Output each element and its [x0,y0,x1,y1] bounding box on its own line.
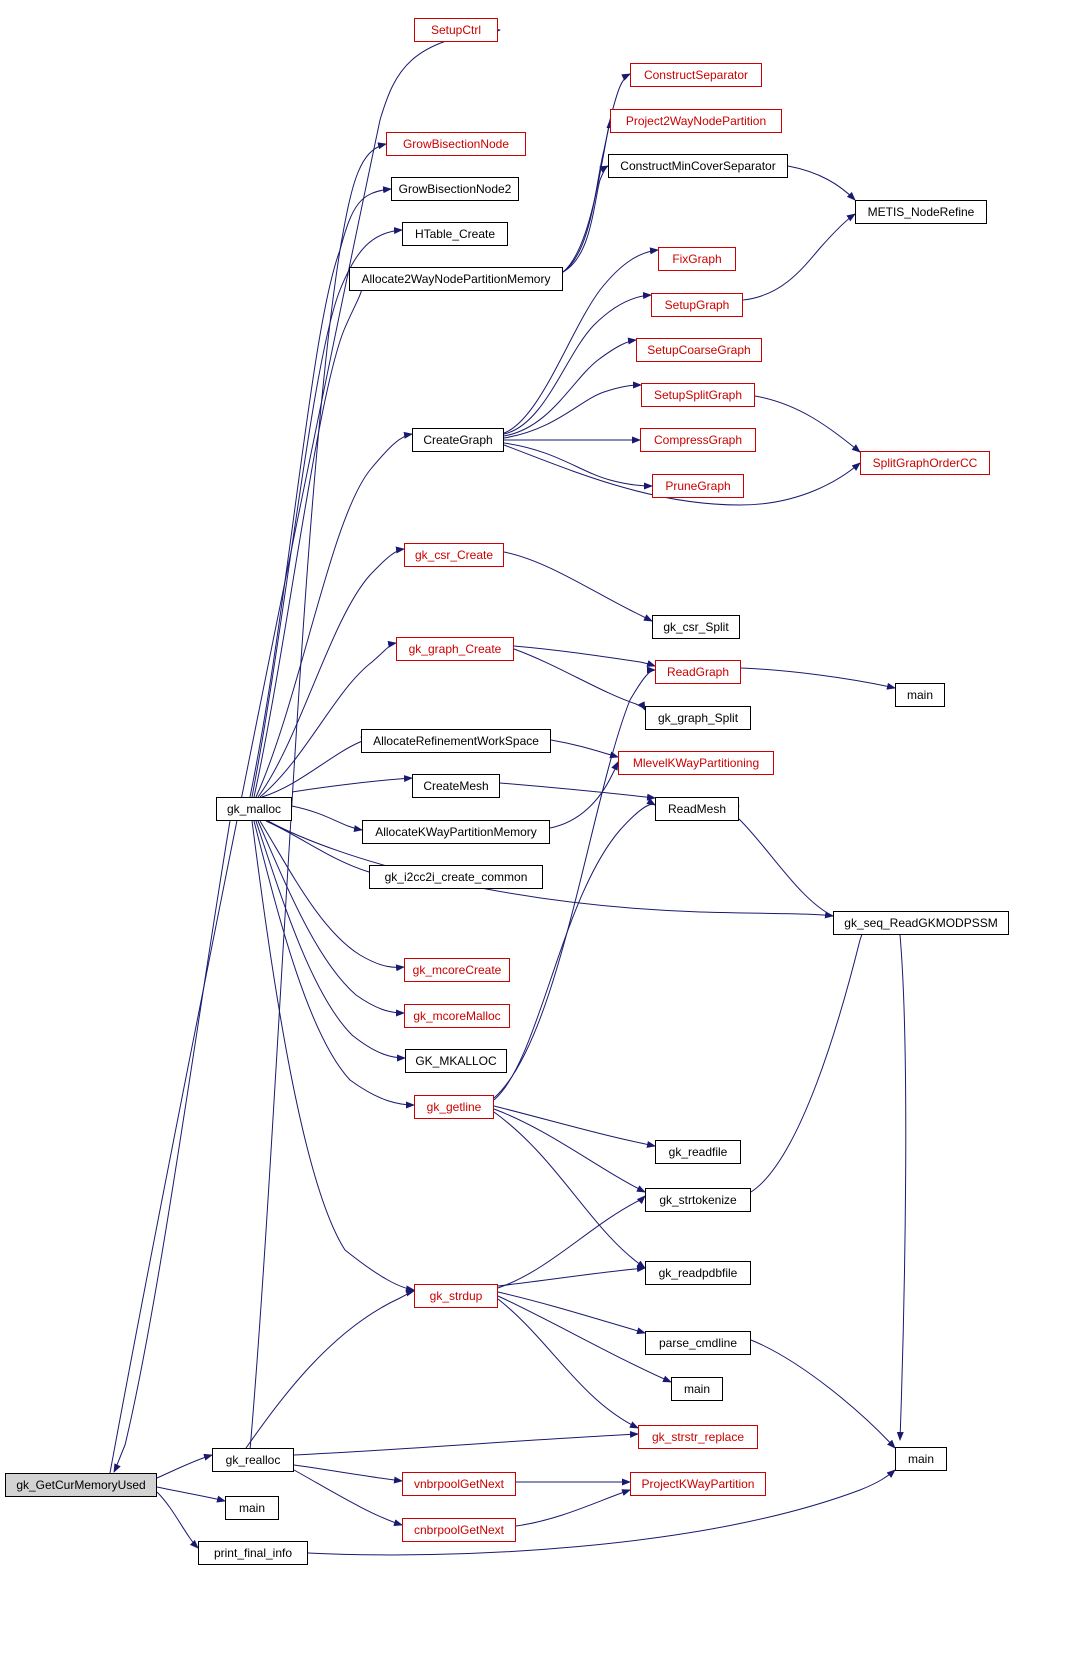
call-edge [294,1434,638,1455]
graph-node-gk-mcorecreate[interactable]: gk_mcoreCreate [404,958,510,982]
graph-node-splitgraphordercc[interactable]: SplitGraphOrderCC [860,451,990,475]
call-edge [246,1291,414,1448]
call-edge [157,1487,225,1501]
graph-node-createmesh[interactable]: CreateMesh [412,774,500,798]
call-edge [494,804,655,1100]
graph-node-gk-getcurmemoryused[interactable]: gk_GetCurMemoryUsed [5,1473,157,1497]
graph-node-compressgraph[interactable]: CompressGraph [640,428,756,452]
graph-node-setupgraph[interactable]: SetupGraph [651,293,743,317]
call-edge [258,549,404,797]
graph-node-gk-strdup[interactable]: gk_strdup [414,1284,498,1308]
graph-node-gk-readfile[interactable]: gk_readfile [655,1140,741,1164]
graph-node-gk-mkalloc[interactable]: GK_MKALLOC [405,1049,507,1073]
call-edge [254,275,363,797]
graph-node-readmesh[interactable]: ReadMesh [655,797,739,821]
graph-node-parse-cmdline[interactable]: parse_cmdline [645,1331,751,1355]
call-edge [504,552,652,621]
graph-node-print-final-info[interactable]: print_final_info [198,1541,308,1565]
graph-node-main[interactable]: main [671,1377,723,1401]
graph-node-project2waynodepartition[interactable]: Project2WayNodePartition [610,109,782,133]
call-edge [498,1196,645,1288]
graph-node-gk-i2cc2i-create-common[interactable]: gk_i2cc2i_create_common [369,865,543,889]
graph-node-gk-mcoremalloc[interactable]: gk_mcoreMalloc [404,1004,510,1028]
graph-node-prunegraph[interactable]: PruneGraph [652,474,744,498]
call-edge [258,821,404,1013]
call-edge [743,214,855,300]
graph-node-main[interactable]: main [895,1447,947,1471]
call-edge [262,737,368,797]
call-edge [494,1112,645,1268]
call-edge [498,1292,645,1333]
graph-node-projectkwaypartition[interactable]: ProjectKWayPartition [630,1472,766,1496]
call-edge [294,1470,402,1525]
call-edge [729,806,833,916]
graph-node-gk-getline[interactable]: gk_getline [414,1095,494,1119]
graph-node-setupcoarsegraph[interactable]: SetupCoarseGraph [636,338,762,362]
graph-node-setupctrl[interactable]: SetupCtrl [414,18,498,42]
call-edge [500,783,655,798]
call-edge [741,668,895,688]
graph-node-main[interactable]: main [895,683,945,707]
call-edge [256,821,405,1058]
call-edge [252,821,414,1290]
graph-node-htable-create[interactable]: HTable_Create [402,222,508,246]
call-edge [504,340,636,436]
call-edge [563,120,610,272]
call-edge [292,806,362,830]
graph-node-allocate2waynodepartitionmemory[interactable]: Allocate2WayNodePartitionMemory [349,267,563,291]
call-edge [157,1492,198,1548]
call-edge [504,295,651,434]
call-edge [551,740,618,757]
call-edge [114,821,230,1472]
call-edge [516,1490,630,1526]
graph-node-gk-csr-create[interactable]: gk_csr_Create [404,543,504,567]
call-edge [751,1340,895,1448]
call-edge [788,166,855,200]
call-edge [504,443,652,486]
call-edge [900,935,906,1440]
graph-node-gk-readpdbfile[interactable]: gk_readpdbfile [645,1261,751,1285]
graph-node-setupsplitgraph[interactable]: SetupSplitGraph [641,383,755,407]
call-edge [498,1268,645,1286]
graph-node-gk-seq-readgkmodpssm[interactable]: gk_seq_ReadGKMODPSSM [833,911,1009,935]
call-edge [254,821,414,1105]
graph-node-constructmincoverseparator[interactable]: ConstructMinCoverSeparator [608,154,788,178]
graph-node-gk-malloc[interactable]: gk_malloc [216,797,292,821]
graph-node-gk-graph-create[interactable]: gk_graph_Create [396,637,514,661]
call-edge [308,1470,895,1555]
call-edge [751,922,868,1192]
call-edge [504,385,641,438]
call-edge [268,821,833,916]
graph-node-main[interactable]: main [225,1496,279,1520]
call-edge [157,1455,212,1478]
graph-node-gk-strtokenize[interactable]: gk_strtokenize [645,1188,751,1212]
call-edge [755,396,860,452]
call-edge [494,1109,645,1192]
graph-node-gk-strstr-replace[interactable]: gk_strstr_replace [638,1425,758,1449]
graph-node-gk-graph-split[interactable]: gk_graph_Split [645,706,751,730]
call-edge [550,762,618,828]
call-edge [260,643,396,797]
call-edge [563,166,608,272]
graph-node-creategraph[interactable]: CreateGraph [412,428,504,452]
graph-node-growbisectionnode2[interactable]: GrowBisectionNode2 [391,177,519,201]
graph-node-fixgraph[interactable]: FixGraph [658,247,736,271]
graph-node-allocatekwaypartitionmemory[interactable]: AllocateKWayPartitionMemory [362,820,550,844]
graph-node-readgraph[interactable]: ReadGraph [655,660,741,684]
graph-node-gk-csr-split[interactable]: gk_csr_Split [652,615,740,639]
call-edge [494,1106,655,1146]
graph-node-gk-realloc[interactable]: gk_realloc [212,1448,294,1472]
call-edge [498,1299,638,1428]
call-edge [252,230,402,797]
graph-node-growbisectionnode[interactable]: GrowBisectionNode [386,132,526,156]
call-edge [514,646,655,666]
call-edge [514,649,645,710]
graph-node-cnbrpoolgetnext[interactable]: cnbrpoolGetNext [402,1518,516,1542]
graph-node-vnbrpoolgetnext[interactable]: vnbrpoolGetNext [402,1472,516,1496]
call-edge [292,778,412,792]
graph-node-mlevelkwaypartitioning[interactable]: MlevelKWayPartitioning [618,751,774,775]
call-edge [294,1465,402,1481]
graph-node-metis-noderefine[interactable]: METIS_NodeRefine [855,200,987,224]
graph-node-allocaterefinementworkspace[interactable]: AllocateRefinementWorkSpace [361,729,551,753]
graph-node-constructseparator[interactable]: ConstructSeparator [630,63,762,87]
